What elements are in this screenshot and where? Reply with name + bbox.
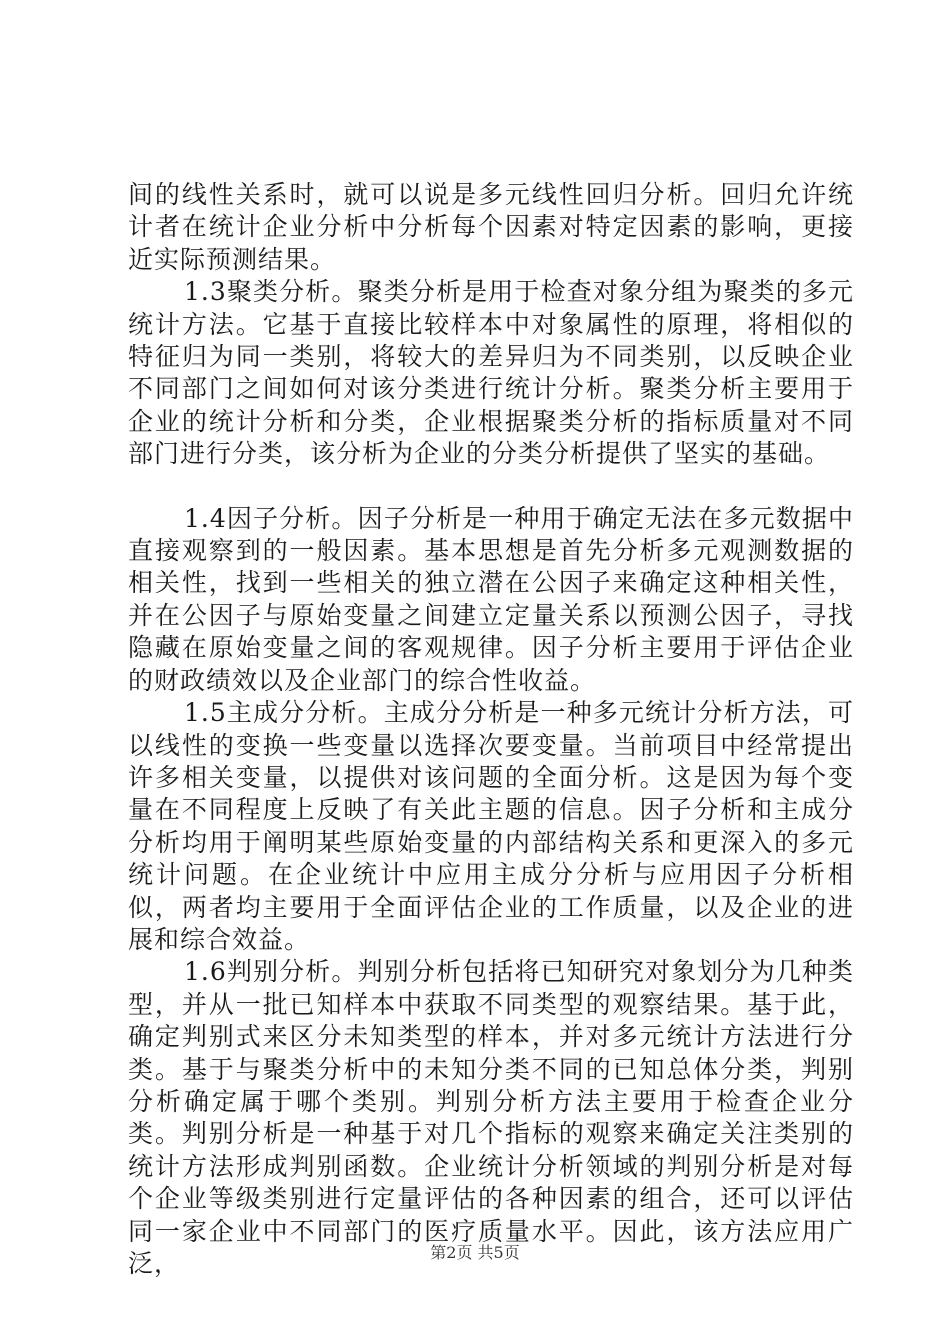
paragraph-discriminant-analysis: 1.6判别分析。判别分析包括将已知研究对象划分为几种类型，并从一批已知样本中获取不同类型的观察结果。基于此，确定判别式来区分未知类型的样本，并对多元统计方法进行分类。基于与聚类分析中的未知分类不同的已知总体分类，判别分析确定属于哪个类别。判别分析方法主要用于检查企业分类。判别分析是一种基于对几个指标的观察来确定关注类别的统计方法形成判别函数。企业统计分析领域的判别分析是对每个企业等级类别进行定量评估的各种因素的组合，还可以评估同一家企业中不同部门的医疗质量水平。因此，该方法应用广泛， — [128, 957, 854, 1278]
paragraph-cluster-analysis: 1.3聚类分析。聚类分析是用于检查对象分组为聚类的多元统计方法。它基于直接比较样本中对象属性的原理，将相似的特征归为同一类别，将较大的差异归为不同类别，以反映企业不同部门之间如何对该分类进行统计分析。聚类分析主要用于企业的统计分析和分类，企业根据聚类分析的指标质量对不同部门进行分类，该分析为企业的分类分析提供了坚实的基础。 — [128, 277, 854, 469]
paragraph-principal-component-analysis: 1.5主成分分析。主成分分析是一种多元统计分析方法，可以线性的变换一些变量以选择次要变量。当前项目中经常提出许多相关变量，以提供对该问题的全面分析。这是因为每个变量在不同程度上反映了有关此主题的信息。因子分析和主成分分析均用于阐明某些原始变量的内部结构关系和更深入的多元统计问题。在企业统计中应用主成分分析与应用因子分析相似，两者均主要用于全面评估企业的工作质量，以及企业的进展和综合效益。 — [128, 698, 854, 954]
paragraph-regression-continued: 间的线性关系时，就可以说是多元线性回归分析。回归允许统计者在统计企业分析中分析每个因素对特定因素的影响，更接近实际预测结果。 — [128, 180, 854, 274]
page-number-footer: 第2页 共5页 — [430, 1243, 520, 1262]
document-body — [128, 179, 854, 1280]
paragraph-factor-analysis: 1.4因子分析。因子分析是一种用于确定无法在多元数据中直接观察到的一般因素。基本思想是首先分析多元观测数据的相关性，找到一些相关的独立潜在公因子来确定这种相关性，并在公因子与原始变量之间建立定量关系以预测公因子，寻找隐藏在原始变量之间的客观规律。因子分析主要用于评估企业的财政绩效以及企业部门的综合性收益。 — [128, 503, 854, 695]
